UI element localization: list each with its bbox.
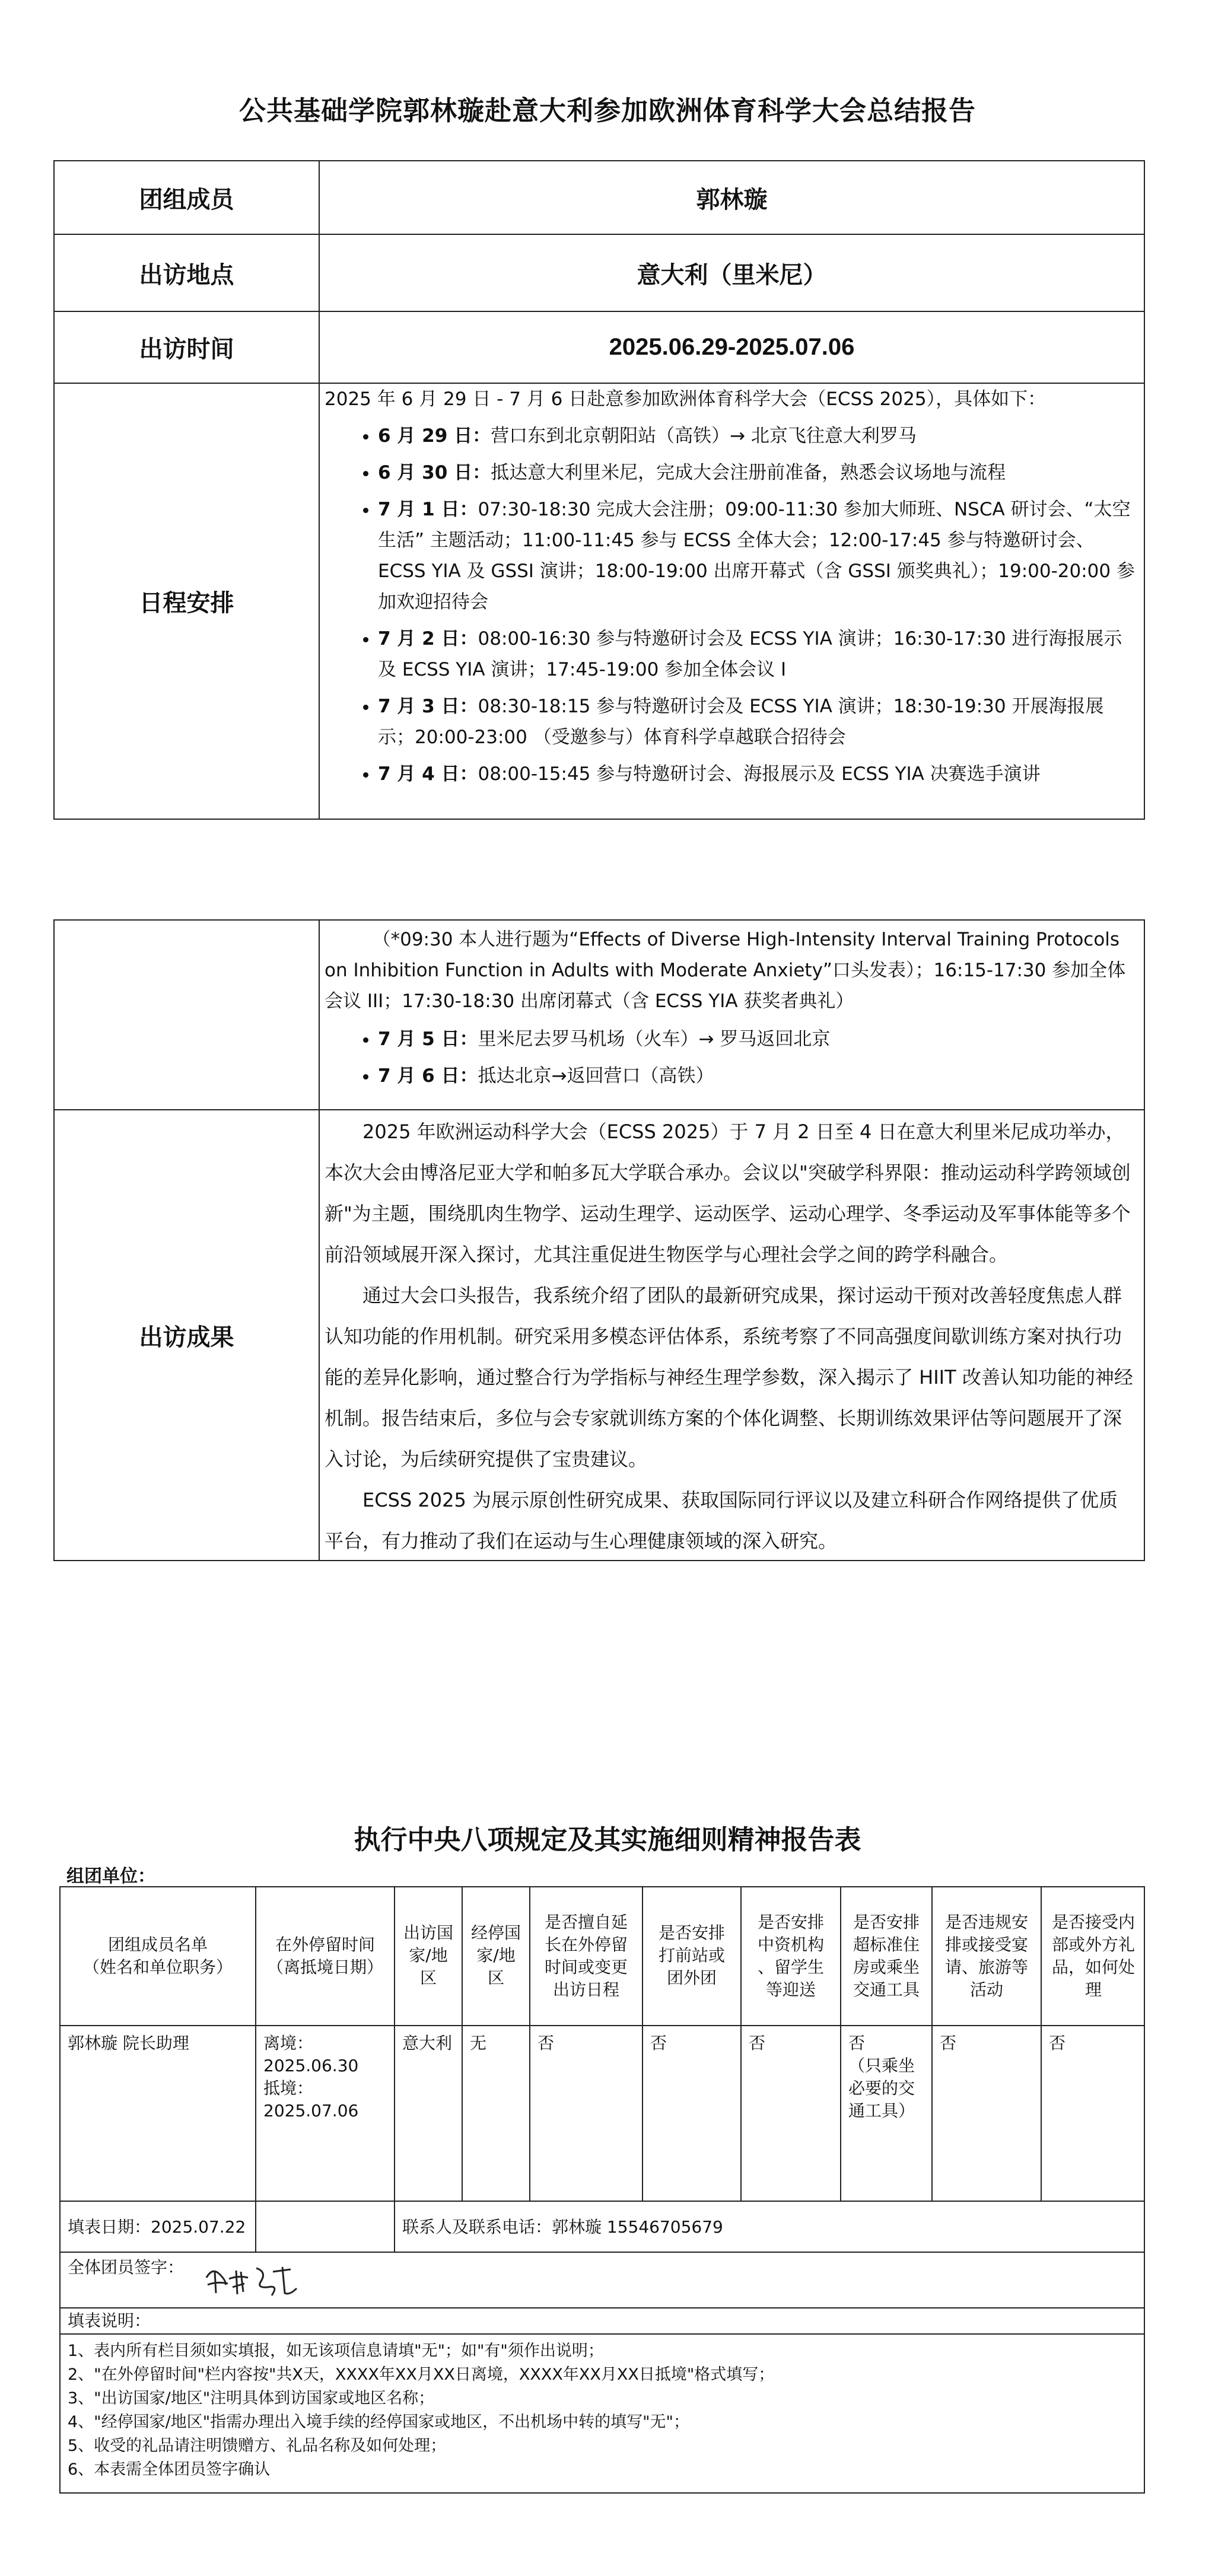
schedule-cont-text: （*09:30 本人进行题为“Effects of Diverse High-Intensity Interval Training Protocols on Inhibition Function in Adults with Moderate Anxiety”口头发表）；16:15-17:30 参加全体会议 III；17:30-18:30 出席闭幕式（含 ECSS YIA 获奖者典礼） [325, 929, 1126, 1012]
member-label: 团组成员 [139, 186, 234, 214]
schedule-item: • 7 月 3 日：08:30-18:15 参与特邀研讨会及 ECSS YIA 演讲；18:30-19:30 开展海报展示；20:00-23:00 （受邀参与）体育科学卓越联合招待会 [378, 691, 1136, 753]
schedule-content [325, 384, 1136, 819]
row-transit: 无 [470, 2033, 487, 2053]
contact-info: 联系人及联系电话：郭林璇 15546705679 [402, 2217, 723, 2237]
header-cell: 是否安排 超标准住 房或乘坐 交通工具 [853, 1912, 920, 1999]
row-gifts: 否 [1049, 2033, 1066, 2053]
unit-label: 组团单位： [66, 1866, 155, 1887]
schedule-intro: 2025 年 6 月 29 日 - 7 月 6 日赴意参加欧洲体育科学大会（ECSS 2025），具体如下： [325, 389, 1047, 410]
time-value: 2025.06.29-2025.07.06 [609, 334, 855, 360]
time-label: 出访时间 [139, 336, 234, 363]
row-country: 意大利 [402, 2033, 453, 2053]
row-reception: 否 [749, 2033, 766, 2053]
location-value: 意大利（里米尼） [637, 261, 827, 289]
result-paragraph: ECSS 2025 为展示原创性研究成果、获取国际同行评议以及建立科研合作网络提供了优质平台，有力推动了我们在运动与生心理健康领域的深入研究。 [325, 1489, 1118, 1552]
result-paragraph: 2025 年欧洲运动科学大会（ECSS 2025）于 7 月 2 日至 4 日在意大利里米尼成功举办，本次大会由博洛尼亚大学和帕多瓦大学联合承办。会议以"突破学科界限：推动运动科学跨领域创新"为主题，围绕肌肉生物学、运动生理学、运动医学、运动心理学、冬季运动及军事体能等多个前沿领域展开深入探讨，尤其注重促进生物医学与心理社会学之间的跨学科融合。 [325, 1120, 1131, 1266]
schedule-label: 日程安排 [139, 590, 234, 617]
note-line: 5、收受的礼品请注明馈赠方、礼品名称及如何处理； [68, 2437, 447, 2455]
header-cell: 是否接受内 部或外方礼 品，如何处 理 [1051, 1912, 1135, 1999]
row-divider [61, 2201, 1144, 2202]
row-banquet: 否 [940, 2033, 957, 2053]
header-cell: 是否违规安 排或接受宴 请、旅游等 活动 [944, 1912, 1028, 1999]
eight-rules-form [59, 1886, 1145, 2494]
fill-date: 填表日期：2025.07.22 [68, 2217, 246, 2237]
header-cell: 经停国 家/地 区 [470, 1923, 521, 1988]
schedule-item: • 7 月 2 日：08:00-16:30 参与特邀研讨会及 ECSS YIA 演讲；16:30-17:30 进行海报展示及 ECSS YIA 演讲；17:45-19:00 参加全体会议 I [378, 623, 1136, 685]
form-title: 执行中央八项规定及其实施细则精神报告表 [354, 1824, 861, 1855]
schedule-item: • 7 月 4 日：08:00-15:45 参与特邀研讨会、海报展示及 ECSS YIA 决赛选手演讲 [378, 759, 1136, 789]
schedule-item: • 7 月 6 日：抵达北京→返回营口（高铁） [378, 1061, 1136, 1091]
note-line: 4、"经停国家/地区"指需办理出入境手续的经停国家或地区，不出机场中转的填写"无"； [68, 2413, 689, 2431]
report-table-2 [53, 919, 1145, 1561]
schedule-list-2 [325, 1024, 1136, 1091]
note-line: 2、"在外停留时间"栏内容按"共X天，XXXX年XX月XX日离境，XXXX年XX月XX日抵境"格式填写； [68, 2365, 775, 2384]
result-label: 出访成果 [139, 1323, 234, 1351]
header-cell: 团组成员名单 （姓名和单位职务） [82, 1935, 233, 1977]
header-cell: 是否安排 中资机构 、留学生 等迎送 [757, 1912, 824, 1999]
header-cell: 在外停留时间 （离抵境日期） [266, 1935, 383, 1977]
row-extend: 否 [537, 2033, 555, 2053]
row-accommodation: 否 （只乘坐 必要的交 通工具） [848, 2033, 915, 2120]
row-divider [61, 2025, 1144, 2026]
report-title: 公共基础学院郭林璇赴意大利参加欧洲体育科学大会总结报告 [238, 95, 976, 126]
row-stay: 离境： 2025.06.30 抵境： 2025.07.06 [263, 2033, 359, 2120]
schedule-item: • 6 月 30 日：抵达意大利里米尼，完成大会注册前准备，熟悉会议场地与流程 [378, 457, 1136, 488]
row-divider [61, 2333, 1144, 2335]
notes-label: 填表说明： [68, 2311, 151, 2330]
column-divider [319, 921, 320, 1560]
schedule-list [325, 421, 1136, 789]
schedule-continued [325, 924, 1136, 1108]
note-line: 3、"出访国家/地区"注明具体到访国家或地区名称； [68, 2389, 435, 2408]
report-table-1 [53, 160, 1145, 820]
result-content [325, 1112, 1136, 1562]
result-paragraph: 通过大会口头报告，我系统介绍了团队的最新研究成果，探讨运动干预对改善轻度焦虑人群认知功能的作用机制。研究采用多模态评估体系，系统考察了不同高强度间歇训练方案对执行功能的差异化影响，通过整合行为学指标与神经生理学参数，深入揭示了 HIIT 改善认知功能的神经机制。报告结束后，多位与会专家就训练方案的个体化调整、长期训练效果评估等问题展开了深入讨论，为后续研究提供了宝贵建议。 [325, 1284, 1133, 1470]
header-cell: 是否安排 打前站或 团外团 [658, 1923, 725, 1988]
schedule-item: • 7 月 1 日：07:30-18:30 完成大会注册；09:00-11:30 参加大师班、NSCA 研讨会、“太空生活” 主题活动；11:00-11:45 参与 ECSS 全体大会；12:00-17:45 参与特邀研讨会、ECSS YIA 及 GSSI 演讲；18:00-19:00 出席开幕式（含 GSSI 颁奖典礼）；19:00-20:00 参加欢迎招待会 [378, 494, 1136, 617]
row-member: 郭林璇 院长助理 [68, 2033, 189, 2053]
note-line: 1、表内所有栏目须如实填报，如无该项信息请填"无"；如"有"须作出说明； [68, 2342, 604, 2360]
member-value: 郭林璇 [696, 186, 768, 214]
location-label: 出访地点 [139, 261, 234, 289]
row-divider [61, 2307, 1144, 2308]
row-advance: 否 [650, 2033, 667, 2053]
note-line: 6、本表需全体团员签字确认 [68, 2460, 271, 2479]
header-cell: 出访国 家/地 区 [403, 1923, 453, 1988]
signature-label: 全体团员签字： [68, 2257, 185, 2277]
row-divider [61, 2252, 1144, 2253]
schedule-item: • 7 月 5 日：里米尼去罗马机场（火车）→ 罗马返回北京 [378, 1024, 1136, 1055]
schedule-item: • 6 月 29 日：营口东到北京朝阳站（高铁）→ 北京飞往意大利罗马 [378, 421, 1136, 451]
header-cell: 是否擅自延 长在外停留 时间或变更 出访日程 [544, 1912, 628, 1999]
handwritten-signature [202, 2254, 303, 2301]
